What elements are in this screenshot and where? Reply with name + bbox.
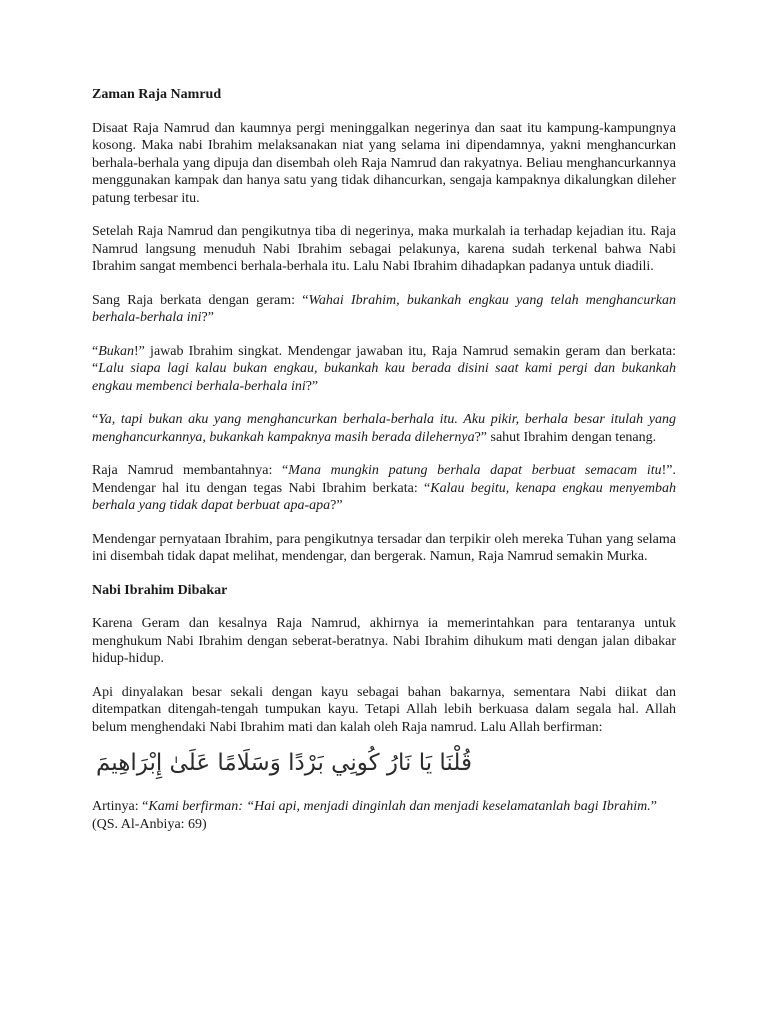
paragraph-king-asks — [92, 292, 676, 327]
text-run: Artinya: “ — [92, 799, 149, 814]
text-run: Sang Raja berkata dengan geram: “ — [92, 292, 309, 308]
paragraph-namrud-returns: Setelah Raja Namrud dan pengikutnya tiba di negerinya, maka murkalah ia terhadap kejadian itu. Raja Namrud langsung menuduh Nabi Ibrahim sebagai pelakunya, karena sudah terkenal bahwa Nabi Ibrahim sangat membenci berhala-berhala itu. Lalu Nabi Ibrahim dihadapkan padanya untuk diadili. — [92, 224, 676, 274]
paragraph-destruction-of-idols: Disaat Raja Namrud dan kaumnya pergi meninggalkan negerinya dan saat itu kampung-kampungnya kosong. Maka nabi Ibrahim melaksanakan niat yang selama ini dipendamnya, yakni menghancurkan berhala-berhala yang dipuja dan disembah oleh Raja Namrud dan rakyatnya. Beliau menghancurkannya menggunakan kampak dan hanya satu yang tidak dihancurkan, sengaja kampaknya dikalungkan dileher patung terbesar itu. — [92, 120, 676, 206]
text-run: ?” — [305, 378, 319, 394]
text-run: !” jawab Ibrahim singkat. Mendengar jawaban itu, Raja Namrud semakin geram dan berkata: “ — [92, 343, 676, 376]
text-run: !”. Mendengar hal itu dengan tegas Nabi Ibrahim berkata: “ — [92, 463, 676, 496]
paragraph-ibrahim-answers — [92, 411, 676, 446]
quote-italic: Bukan — [98, 343, 134, 359]
paragraph-namrud-refutes — [92, 462, 676, 515]
text-run: ?” sahut Ibrahim dengan tenang. — [474, 429, 657, 445]
paragraph-fire-lit: Api dinyalakan besar sekali dengan kayu sebagai bahan bakarnya, sementara Nabi diikat dan ditempatkan ditengah-tengah tumpukan kayu. Tetapi Allah lebih berkuasa dalam segala hal. Allah belum menghendaki Nabi Ibrahim mati dan kalah oleh Raja namrud. Lalu Allah berfirman: — [92, 684, 676, 735]
quote-italic: Mana mungkin patung berhala dapat berbuat semacam itu — [288, 463, 662, 478]
section-heading-nabi-ibrahim-dibakar: Nabi Ibrahim Dibakar — [92, 582, 228, 598]
text-run: “ — [92, 412, 99, 427]
quote-italic: Ya, tapi bukan aku yang menghancurkan berhala-berhala itu. Aku pikir, berhala besar itulah yang menghancurkannya, bukankah kampaknya masih berada dilehernya — [92, 412, 676, 445]
section-heading-zaman-raja-namrud: Zaman Raja Namrud — [92, 87, 222, 102]
text-run: “ — [92, 343, 99, 359]
paragraph-ibrahim-denies — [92, 343, 676, 396]
paragraph-sentence: Karena Geram dan kesalnya Raja Namrud, akhirnya ia memerintahkan para tentaranya untuk menghukum Nabi Ibrahim dengan seberat-beratnya. Nabi Ibrahim dihukum mati dengan jalan dibakar hidup-hidup. — [92, 616, 676, 666]
quote-italic: Lalu siapa lagi kalau bukan engkau, bukankah kau berada disini saat kami pergi dan bukankah engkau membenci berhala-berhala ini — [92, 361, 676, 394]
paragraph-followers-realize: Mendengar pernyataan Ibrahim, para pengikutnya tersadar dan terpikir oleh mereka Tuhan yang selama ini disembah tidak dapat melihat, mendengar, dan bergerak. Namun, Raja Namrud semakin Murka. — [92, 531, 676, 564]
arabic-verse-text: قُلْنَا يَا نَارُ كُونِي بَرْدًا وَسَلَامًا عَلَىٰ إِبْرَاهِيمَ — [96, 750, 472, 777]
arabic-verse-image — [92, 742, 676, 786]
text-run: ?” — [201, 310, 214, 325]
text-run: ?” — [330, 498, 343, 513]
quote-italic: Kalau begitu, kenapa engkau menyembah berhala yang tidak dapat berbuat apa-apa — [92, 480, 676, 513]
quote-italic: Wahai Ibrahim, bukankah engkau yang telah menghancurkan berhala-berhala ini — [92, 292, 677, 325]
text-run: ” (QS. Al-Anbiya: 69) — [92, 799, 658, 832]
quote-italic: Kami berfirman: “Hai api, menjadi dinginlah dan menjadi keselamatanlah bagi Ibrahim. — [148, 799, 651, 814]
text-run: Raja Namrud membantahnya: “ — [92, 463, 289, 478]
paragraph-translation — [92, 798, 676, 833]
document-page — [92, 86, 676, 849]
